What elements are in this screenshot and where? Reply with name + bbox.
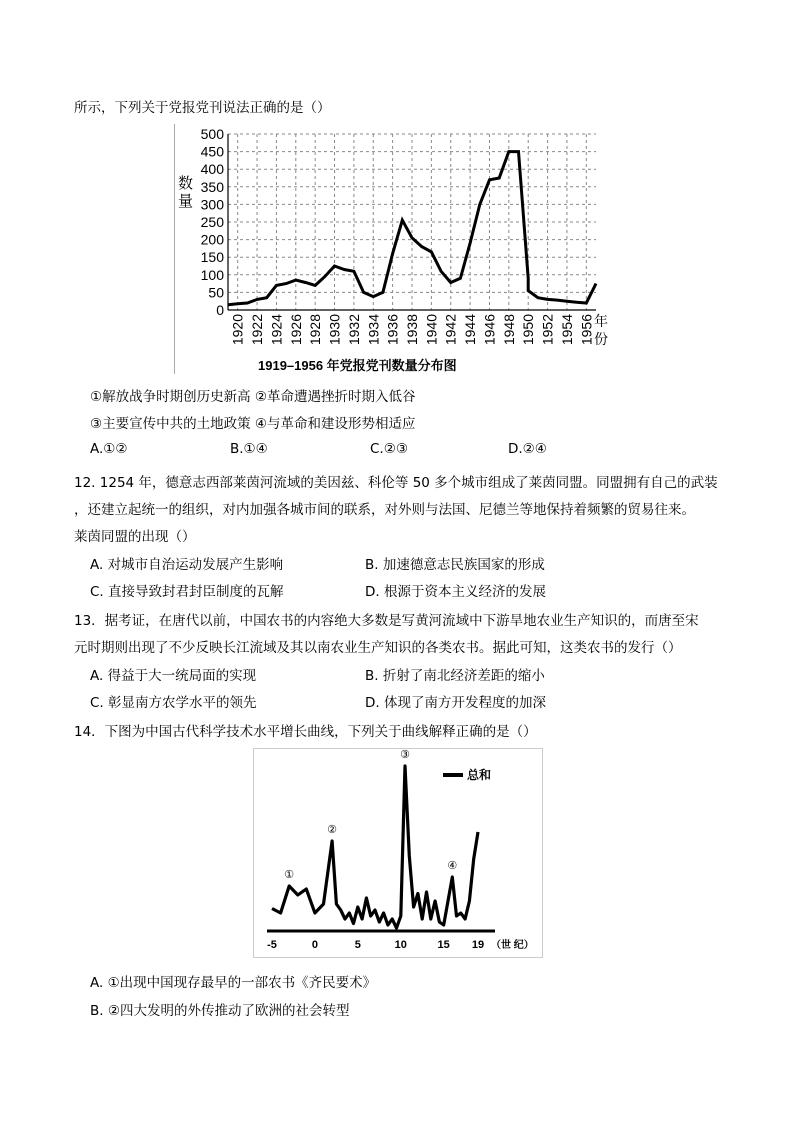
x-tick-label: -5 bbox=[267, 939, 277, 951]
y-tick-label: 250 bbox=[200, 214, 224, 230]
q12-option-d[interactable]: D. 根源于资本主义经济的发展 bbox=[365, 584, 546, 600]
x-tick-label: 1948 bbox=[500, 314, 517, 346]
series-line bbox=[228, 152, 596, 305]
q13-line-2: 元时期则出现了不少反映长江流域及其以南农业生产知识的各类农书。据此可知，这类农书的发行（） bbox=[74, 640, 682, 656]
q13-option-a[interactable]: A. 得益于大一统局面的实现 bbox=[90, 668, 257, 684]
y-tick-label: 450 bbox=[200, 143, 224, 160]
x-tick-label: 1928 bbox=[307, 314, 324, 346]
q13-option-c[interactable]: C. 彰显南方农学水平的领先 bbox=[90, 695, 257, 711]
annotation-marker: ② bbox=[327, 824, 338, 836]
y-tick-label: 100 bbox=[200, 266, 224, 283]
q12-option-a[interactable]: A. 对城市自治运动发展产生影响 bbox=[90, 557, 284, 573]
q11-option-a[interactable]: A.①② bbox=[90, 441, 128, 457]
x-tick-label: 0 bbox=[311, 939, 318, 951]
y-tick-label: 350 bbox=[200, 178, 224, 195]
annotation-marker: ① bbox=[284, 869, 295, 881]
x-tick-label: 1932 bbox=[345, 314, 362, 346]
q11-lead: 所示，下列关于党报党刊说法正确的是（） bbox=[74, 100, 331, 116]
x-tick-label: 1924 bbox=[268, 314, 285, 346]
q12-line-1: 12. 1254 年，德意志西部莱茵河流域的美因兹、科伦等 50 多个城市组成了莱茵同盟。同盟拥有自己的武装 bbox=[74, 475, 718, 491]
chart-caption: 1919–1956 年党报党刊数量分布图 bbox=[258, 358, 457, 373]
x-tick-label: 1942 bbox=[442, 314, 459, 346]
left-border bbox=[174, 124, 175, 374]
y-tick-label: 500 bbox=[200, 126, 224, 142]
x-tick-label: 1930 bbox=[326, 314, 343, 346]
y-tick-label: 200 bbox=[200, 231, 224, 248]
party-press-chart bbox=[170, 120, 610, 382]
x-tick-label: 5 bbox=[354, 939, 361, 951]
q14-line-1: 14．下图为中国古代科学技术水平增长曲线，下列关于曲线解释正确的是（） bbox=[74, 724, 537, 740]
y-axis-label-1: 数 bbox=[178, 175, 194, 192]
x-tick-label: 1946 bbox=[481, 314, 498, 346]
y-tick-label: 50 bbox=[208, 284, 224, 301]
q12-option-c[interactable]: C. 直接导致封君封臣制度的瓦解 bbox=[90, 584, 284, 600]
y-tick-label: 150 bbox=[200, 249, 224, 266]
q12-line-3: 莱茵同盟的出现（） bbox=[74, 529, 196, 545]
q13-line-1: 13．据考证，在唐代以前，中国农书的内容绝大多数是写黄河流域中下游旱地农业生产知识的，而唐至宋 bbox=[74, 613, 699, 629]
x-tick-label: 19 bbox=[471, 939, 485, 951]
x-tick-label: 1938 bbox=[404, 314, 420, 346]
x-tick-label: 1936 bbox=[384, 314, 401, 346]
x-axis-unit-2: 份 bbox=[594, 331, 608, 347]
annotation-marker: ④ bbox=[447, 860, 458, 872]
x-tick-label: 1940 bbox=[423, 314, 440, 346]
x-tick-label: 1944 bbox=[462, 314, 479, 346]
q11-statement-2: ③主要宣传中共的土地政策 ④与革命和建设形势相适应 bbox=[90, 416, 416, 432]
x-tick-label: 1952 bbox=[539, 314, 556, 346]
x-axis-unit-1: 年 bbox=[594, 313, 608, 329]
x-tick-label: 15 bbox=[437, 939, 450, 951]
q12-line-2: ，还建立起统一的组织，对内加强各城市间的联系，对外则与法国、尼德兰等地保持着频繁的贸易往来。 bbox=[74, 502, 695, 518]
y-tick-label: 0 bbox=[216, 302, 224, 318]
q14-option-b[interactable]: B. ②四大发明的外传推动了欧洲的社会转型 bbox=[90, 1003, 350, 1019]
x-tick-label: 1920 bbox=[229, 314, 246, 346]
x-tick-label: 1922 bbox=[249, 314, 266, 346]
x-tick-label: 1934 bbox=[365, 314, 382, 346]
q11-statement-1: ①解放战争时期创历史新高 ②革命遭遇挫折时期入低谷 bbox=[90, 389, 416, 405]
science-level-chart bbox=[253, 748, 543, 958]
x-tick-label: 1956 bbox=[578, 314, 595, 346]
q11-option-c[interactable]: C.②③ bbox=[370, 441, 408, 457]
q13-option-b[interactable]: B. 折射了南北经济差距的缩小 bbox=[365, 668, 545, 684]
x-tick-label: 1950 bbox=[520, 314, 537, 346]
y-tick-label: 300 bbox=[200, 196, 224, 213]
x-tick-label: 1954 bbox=[558, 314, 575, 346]
q12-option-b[interactable]: B. 加速德意志民族国家的形成 bbox=[365, 557, 545, 573]
x-axis-unit: （世 纪） bbox=[491, 940, 534, 951]
q11-option-d[interactable]: D.②④ bbox=[508, 441, 547, 457]
annotation-marker: ③ bbox=[400, 749, 410, 761]
x-tick-label: 1926 bbox=[287, 314, 304, 346]
q13-option-d[interactable]: D. 体现了南方开发程度的加深 bbox=[365, 695, 546, 711]
x-tick-label: 10 bbox=[394, 939, 407, 951]
y-tick-label: 400 bbox=[200, 161, 224, 178]
q11-option-b[interactable]: B.①④ bbox=[230, 441, 268, 457]
q14-option-a[interactable]: A. ①出现中国现存最早的一部农书《齐民要术》 bbox=[90, 975, 377, 991]
legend-label: 总和 bbox=[467, 768, 492, 782]
y-axis-label-2: 量 bbox=[178, 193, 194, 210]
